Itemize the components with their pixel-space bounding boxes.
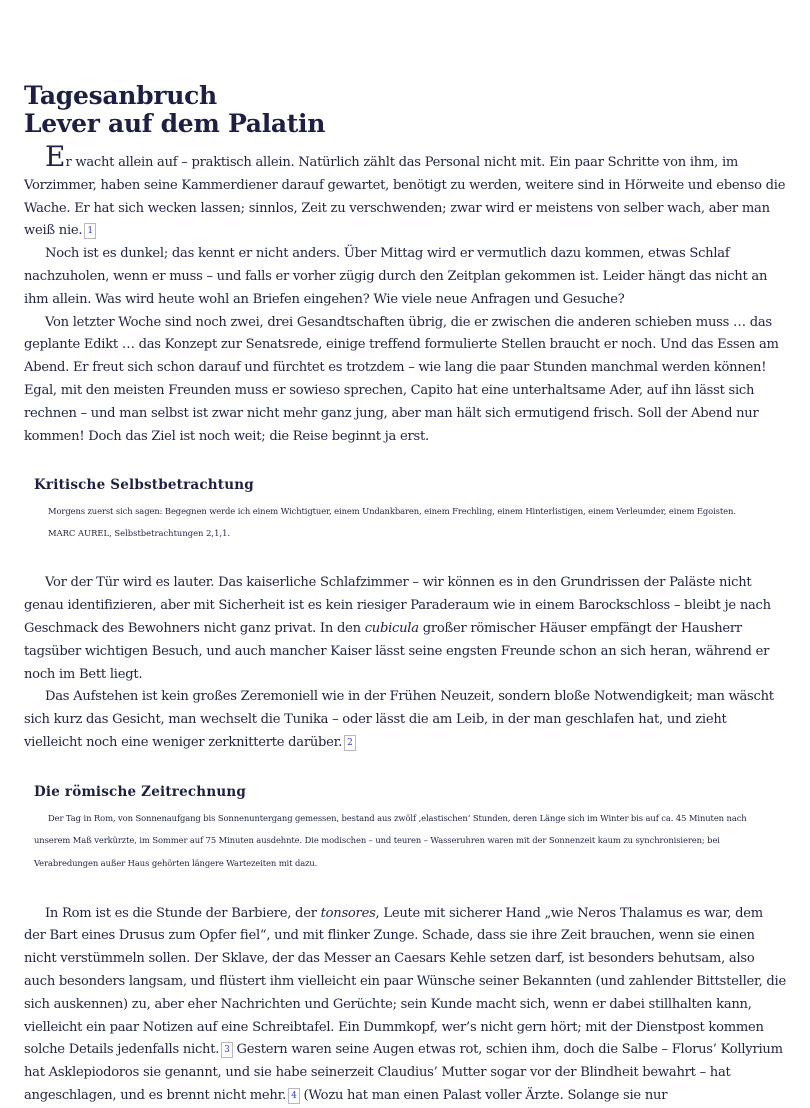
chapter-title-line1: Tagesanbruch: [24, 81, 217, 110]
paragraph: Vor der Tür wird es lauter. Das kaiserliche Schlafzimmer – wir können es in den Grundrissen der Paläste nicht genau identifizieren, aber mit Sicherheit ist es kein riesiger Paraderaum wie in einem Barockschloss – bleibt je nach Geschmack des Bewohners nicht ganz privat. In den cubicula großer römischer Häuser empfängt der Hausherr tagsüber wichtigen Besuch, und auch mancher Kaiser lässt seine engsten Freunde schon an sich heran, während er noch im Bett liegt.: [24, 575, 771, 682]
section-bedroom: [24, 572, 788, 754]
italic-term: cubicula: [364, 620, 419, 636]
footnote-marker-4[interactable]: 4: [288, 1088, 299, 1104]
chapter-title: [24, 82, 788, 138]
paragraph: Von letzter Woche sind noch zwei, drei Gesandtschaften übrig, die er zwischen die anderen schieben muss … das geplante Edikt … das Konzept zur Senatsrede, einige treffend formulierte Stellen braucht er noch. Und das Essen am Abend. Er freut sich schon darauf und fürchtet es trotzdem – wie lang die paar Stunden manchmal werden können! Egal, mit den meisten Freunden muss er sowieso sprechen, Capito hat eine unterhaltsame Ader, auf ihn lässt sich rechnen – und man selbst ist zwar nicht mehr ganz jung, aber man hält sich ermutigend frisch. Soll der Abend nur kommen! Doch das Ziel ist noch weit; die Reise beginnt ja erst.: [24, 314, 779, 444]
drop-cap: E: [45, 140, 66, 173]
footnote-marker-3[interactable]: 3: [221, 1042, 232, 1058]
box-text: Der Tag in Rom, von Sonnenaufgang bis Sonnenuntergang gemessen, bestand aus zwölf ‚elastischen‘ Stunden, deren Länge sich im Winter bis auf ca. 45 Minuten nach unserem Maß verkürzte, im Sommer auf 75 Minuten ausdehnte. Die modischen – und teuren – Wasseruhren waren mit der Sonnenzeit kaum zu synchronisieren; bei Verabredungen außer Haus gehörten längere Wartezeiten mit dazu.: [34, 812, 747, 868]
sidebar-box-zeitrechnung: [34, 783, 788, 875]
box-quote-source: MARC AUREL, Selbstbetrachtungen 2,1,1.: [48, 528, 231, 539]
paragraph: In Rom ist es die Stunde der Barbiere, der tonsores, Leute mit sicherer Hand „wie Neros Thalamus es war, dem der Bart eines Drusus zum Opfer fiel“, und mit flinker Zunge. Schade, dass sie ihre Zeit brauchen, wenn sie einen nicht verstümmeln sollen. Der Sklave, der das Messer an Caesars Kehle setzen darf, ist besonders behutsam, also auch besonders langsam, und flüstert ihm vielleicht ein paar Wünsche seiner Bekannten (und zahlender Bittsteller, die sich auskennen) zu, aber eher Nachrichten und Gerüchte; sein Kunde macht sich, wenn er dabei stillhalten kann, vielleicht ein paar Notizen auf eine Schreibtafel. Ein Dummkopf, wer’s nicht gern hört; mit der Dienstpost kommen solche Details jedenfalls nicht. 3 Gestern waren seine Augen etwas rot, schien ihm, doch die Salbe – Florus’ Kollyrium hat Asklepiodoros sie genannt, und sie habe seinerzeit Claudius’ Mutter sogar vor der Blindheit bewahrt – hat angeschlagen, und es brennt nicht mehr. 4 (Wozu hat man einen Palast voller Ärzte. Solange sie nur: [24, 905, 786, 1103]
chapter-title-line2: Lever auf dem Palatin: [24, 109, 326, 138]
paragraph: Noch ist es dunkel; das kennt er nicht anders. Über Mittag wird er vermutlich dazu kommen, etwas Schlaf nachzuholen, wenn er muss – und falls er vorher zügig durch den Zeitplan gekommen ist. Leider hängt das nicht an ihm allein. Was wird heute wohl an Briefen eingehen? Wie viele neue Anfragen und Gesuche?: [24, 246, 768, 307]
box-heading: Kritische Selbstbetrachtung: [34, 477, 254, 494]
italic-term: tonsores: [320, 905, 376, 921]
box-quote: Morgens zuerst sich sagen: Begegnen werde ich einem Wichtigtuer, einem Undankbaren, einem Frechling, einem Hinterlistigen, einem Verleumder, einem Egoisten.: [48, 506, 736, 517]
paragraph: Er wacht allein auf – praktisch allein. Natürlich zählt das Personal nicht mit. Ein paar Schritte von ihm, im Vorzimmer, haben seine Kammerdiener darauf gewartet, benötigt zu werden, weitere sind in Hörweite und ebenso die Wache. Er hat sich wecken lassen; sinnlos, Zeit zu verschwenden; zwar wird er meistens von selber wach, aber man weiß nie. 1: [24, 140, 786, 239]
sidebar-box-selbstbetrachtung: [34, 476, 788, 544]
footnote-marker-1[interactable]: 1: [84, 223, 95, 239]
section-opening: [24, 140, 788, 448]
box-heading: Die römische Zeitrechnung: [34, 783, 247, 800]
section-barber: [24, 903, 788, 1108]
footnote-marker-2[interactable]: 2: [344, 735, 355, 751]
paragraph: Das Aufstehen ist kein großes Zeremoniell wie in der Frühen Neuzeit, sondern bloße Notwendigkeit; man wäscht sich kurz das Gesicht, man wechselt die Tunika – oder lässt die am Leib, in der man geschlafen hat, und zieht vielleicht noch eine weniger zerknitterte darüber. 2: [24, 689, 774, 750]
